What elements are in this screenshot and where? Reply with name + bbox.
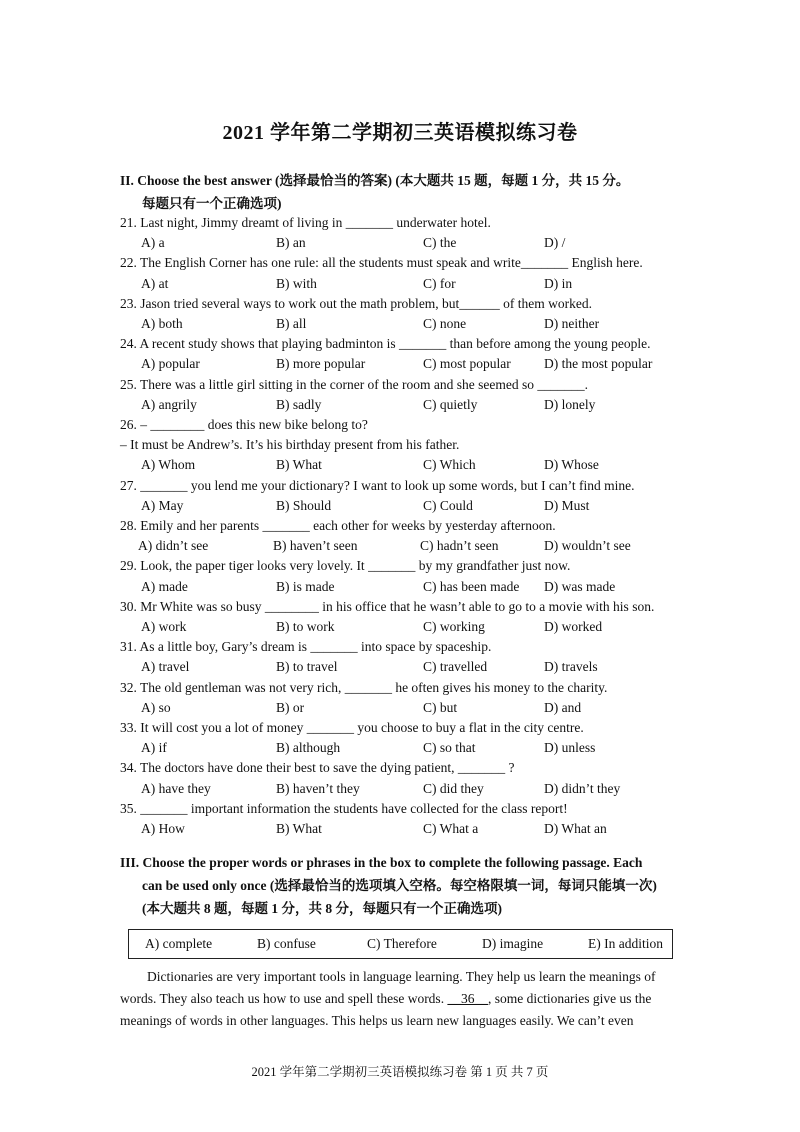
answer-option[interactable]: A) at (141, 275, 169, 291)
answer-option[interactable]: B) all (276, 316, 307, 331)
answer-option[interactable]: C) did they (423, 780, 484, 796)
answer-option[interactable]: D) in (544, 275, 573, 291)
answer-option[interactable]: D) unless (544, 740, 596, 756)
answer-option[interactable]: D) and (544, 699, 582, 715)
question-stem: – It must be Andrew’s. It’s his birthday present from his father. (120, 437, 460, 453)
answer-option[interactable]: A) popular (141, 356, 200, 372)
answer-option[interactable]: C) working (423, 619, 485, 634)
answer-option[interactable]: D) / (544, 235, 566, 251)
question-options (141, 233, 701, 253)
answer-option[interactable]: C) most popular (423, 356, 511, 372)
answer-option[interactable]: D) lonely (544, 396, 596, 412)
question-options (141, 455, 701, 475)
question-stem: 21. Last night, Jimmy dreamt of living in _______ underwater hotel. (120, 215, 491, 230)
word-option: C) Therefore (367, 936, 437, 951)
answer-option[interactable]: A) work (141, 619, 187, 634)
answer-option[interactable]: A) made (141, 578, 188, 594)
question-stem: 26. – ________ does this new bike belong to? (120, 417, 368, 432)
answer-option[interactable]: B) although (276, 740, 341, 756)
question-options (141, 819, 701, 839)
answer-option[interactable]: B) or (276, 699, 305, 715)
page-footer: 2021 学年第二学期初三英语模拟练习卷 第 1 页 共 7 页 (251, 1065, 549, 1079)
answer-option[interactable]: B) haven’t seen (273, 538, 358, 554)
answer-option[interactable]: B) Should (276, 497, 332, 513)
answer-option[interactable]: D) worked (544, 619, 603, 634)
answer-option[interactable]: C) What a (423, 821, 479, 836)
answer-option[interactable]: C) Could (423, 497, 473, 513)
answer-option[interactable]: C) the (423, 235, 457, 251)
answer-option[interactable]: A) angrily (141, 396, 197, 412)
question-options (141, 354, 701, 374)
section-3-heading (120, 851, 695, 920)
question-stem: 23. Jason tried several ways to work out the math problem, but______ of them worked. (120, 295, 593, 311)
word-box (128, 929, 673, 959)
question-stem: 29. Look, the paper tiger looks very lovely. It _______ by my grandfather just now. (120, 558, 571, 574)
answer-option[interactable]: A) so (141, 699, 171, 715)
question-stem: 34. The doctors have done their best to save the dying patient, _______ ? (120, 760, 515, 776)
answer-option[interactable]: A) both (141, 316, 183, 331)
question-options (141, 657, 701, 677)
question-options (141, 738, 701, 758)
question-options (141, 314, 701, 334)
question-stem: 35. _______ important information the students have collected for the class report! (120, 800, 568, 816)
question-stem: 30. Mr White was so busy ________ in his office that he wasn’t able to go to a movie with his son. (120, 598, 655, 614)
page-title: 2021 学年第二学期初三英语模拟练习卷 (222, 122, 578, 144)
section-2-heading (120, 169, 695, 215)
answer-option[interactable]: A) May (141, 497, 184, 513)
answer-option[interactable]: B) to travel (276, 659, 338, 675)
question-options (141, 617, 701, 637)
blank-36[interactable]: __36__ (447, 991, 488, 1006)
question-stem: 31. As a little boy, Gary’s dream is _______ into space by spaceship. (120, 639, 492, 655)
question-stem: 27. _______ you lend me your dictionary? I want to look up some words, but I can’t find mine. (120, 477, 635, 493)
answer-option[interactable]: D) neither (544, 316, 600, 331)
passage-line (120, 988, 682, 1010)
answer-option[interactable]: A) a (141, 235, 165, 251)
answer-option[interactable]: B) is made (276, 578, 335, 594)
answer-option[interactable]: D) travels (544, 659, 598, 675)
answer-option[interactable]: B) to work (276, 619, 335, 634)
answer-option[interactable]: C) for (423, 275, 456, 291)
answer-option[interactable]: D) wouldn’t see (544, 538, 631, 554)
answer-option[interactable]: B) sadly (276, 396, 322, 412)
answer-option[interactable]: A) travel (141, 659, 190, 675)
answer-option[interactable]: B) What (276, 821, 322, 836)
question-options (138, 536, 698, 556)
answer-option[interactable]: D) What an (544, 821, 607, 836)
section-2-heading-line1: II. Choose the best answer (选择最恰当的答案) (本大题共 15 题，每题 1 分，共 15 分。 (120, 173, 630, 188)
answer-option[interactable]: C) has been made (423, 578, 520, 594)
word-option: E) In addition (588, 936, 663, 951)
question-options (141, 395, 701, 415)
answer-option[interactable]: D) was made (544, 578, 616, 594)
section-3-heading-line3: (本大题共 8 题，每题 1 分，共 8 分，每题只有一个正确选项) (142, 901, 502, 916)
question-options (141, 496, 701, 516)
answer-option[interactable]: A) How (141, 821, 185, 836)
answer-option[interactable]: B) with (276, 275, 317, 291)
answer-option[interactable]: B) more popular (276, 356, 366, 372)
answer-option[interactable]: D) Must (544, 497, 590, 513)
answer-option[interactable]: B) haven’t they (276, 780, 360, 796)
word-option: B) confuse (257, 936, 316, 951)
answer-option[interactable]: C) Which (423, 457, 476, 473)
answer-option[interactable]: A) have they (141, 780, 211, 796)
question-options (141, 577, 701, 597)
question-stem: 32. The old gentleman was not very rich, _______ he often gives his money to the charity. (120, 679, 608, 695)
answer-option[interactable]: B) an (276, 235, 306, 251)
question-options (141, 779, 701, 799)
section-3-heading-line2: can be used only once (选择最恰当的选项填入空格。每空格限填一词，每词只能填一次) (142, 878, 657, 893)
question-options (141, 698, 701, 718)
answer-option[interactable]: C) none (423, 316, 467, 331)
passage-line: meanings of words in other languages. This helps us learn new languages easily. We can’t even (120, 1013, 634, 1028)
answer-option[interactable]: C) hadn’t seen (420, 538, 499, 554)
section-3-heading-line1: III. Choose the proper words or phrases in the box to complete the following passage. Each (120, 855, 643, 870)
word-option: D) imagine (482, 936, 544, 951)
question-options (141, 274, 701, 294)
answer-option[interactable]: C) but (423, 699, 458, 715)
answer-option[interactable]: B) What (276, 457, 322, 473)
answer-option[interactable]: D) Whose (544, 457, 599, 473)
section-2-heading-line2: 每题只有一个正确选项) (142, 196, 282, 211)
passage-text: words. They also teach us how to use and spell these words. (120, 991, 448, 1006)
question-stem: 28. Emily and her parents _______ each other for weeks by yesterday afternoon. (120, 518, 556, 533)
answer-option[interactable]: A) Whom (141, 457, 196, 473)
passage-line: Dictionaries are very important tools in language learning. They help us learn the meanings of (147, 969, 656, 984)
answer-option[interactable]: A) didn’t see (138, 538, 209, 554)
word-option: A) complete (145, 936, 213, 951)
passage-text: , some dictionaries give us the (487, 991, 652, 1006)
question-stem: 25. There was a little girl sitting in the corner of the room and she seemed so _______. (120, 376, 589, 392)
answer-option[interactable]: D) didn’t they (544, 780, 621, 796)
question-stem: 33. It will cost you a lot of money _______ you choose to buy a flat in the city centre. (120, 720, 584, 735)
answer-option[interactable]: C) so that (423, 740, 476, 756)
answer-option[interactable]: C) quietly (423, 396, 478, 412)
question-stem: 24. A recent study shows that playing badminton is _______ than before among the young people. (120, 336, 651, 352)
answer-option[interactable]: D) the most popular (544, 356, 653, 372)
question-stem: 22. The English Corner has one rule: all the students must speak and write_______ English here. (120, 255, 643, 271)
answer-option[interactable]: C) travelled (423, 659, 488, 675)
answer-option[interactable]: A) if (141, 740, 167, 756)
